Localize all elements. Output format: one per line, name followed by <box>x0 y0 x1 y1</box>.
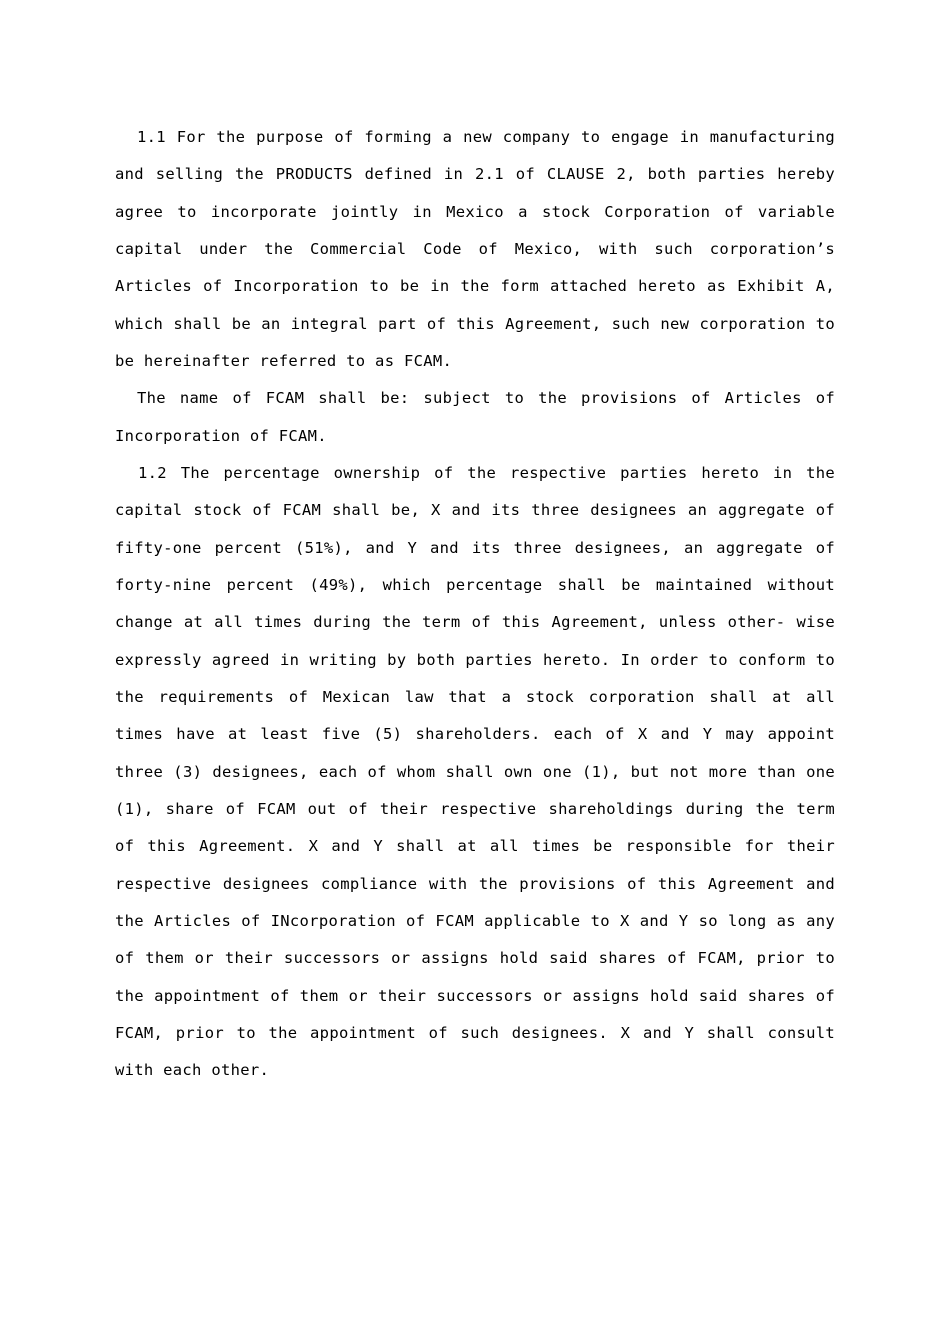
document-body <box>115 119 835 1090</box>
paragraph-fcam-name: The name of FCAM shall be: subject to the provisions of Articles of Incorporation of FCAM. <box>115 389 835 445</box>
paragraph-1-1: 1.1 For the purpose of forming a new company to engage in manufacturing and selling the PRODUCTS defined in 2.1 of CLAUSE 2, both parties hereby agree to incorporate jointly in Mexico a stock Corporation of variable capital under the Commercial Code of Mexico, with such corporation’s Articles of Incorporation to be in the form attached hereto as Exhibit A, which shall be an integral part of this Agreement, such new corporation to be hereinafter referred to as FCAM. <box>115 128 835 370</box>
paragraph-1-2: 1.2 The percentage ownership of the respective parties hereto in the capital stock of FCAM shall be, X and its three designees an aggregate of fifty-one percent (51%), and Y and its three designees, an aggregate of forty-nine percent (49%), which percentage shall be maintained without change at all times during the term of this Agreement, unless other- wise expressly agreed in writing by both parties hereto. In order to conform to the requirements of Mexican law that a stock corporation shall at all times have at least five (5) shareholders. each of X and Y may appoint three (3) designees, each of whom shall own one (1), but not more than one (1), share of FCAM out of their respective shareholdings during the term of this Agreement. X and Y shall at all times be responsible for their respective designees compliance with the provisions of this Agreement and the Articles of INcorporation of FCAM applicable to X and Y so long as any of them or their successors or assigns hold said shares of FCAM, prior to the appointment of them or their successors or assigns hold said shares of FCAM, prior to the appointment of such designees. X and Y shall consult with each other. <box>115 463 835 1080</box>
